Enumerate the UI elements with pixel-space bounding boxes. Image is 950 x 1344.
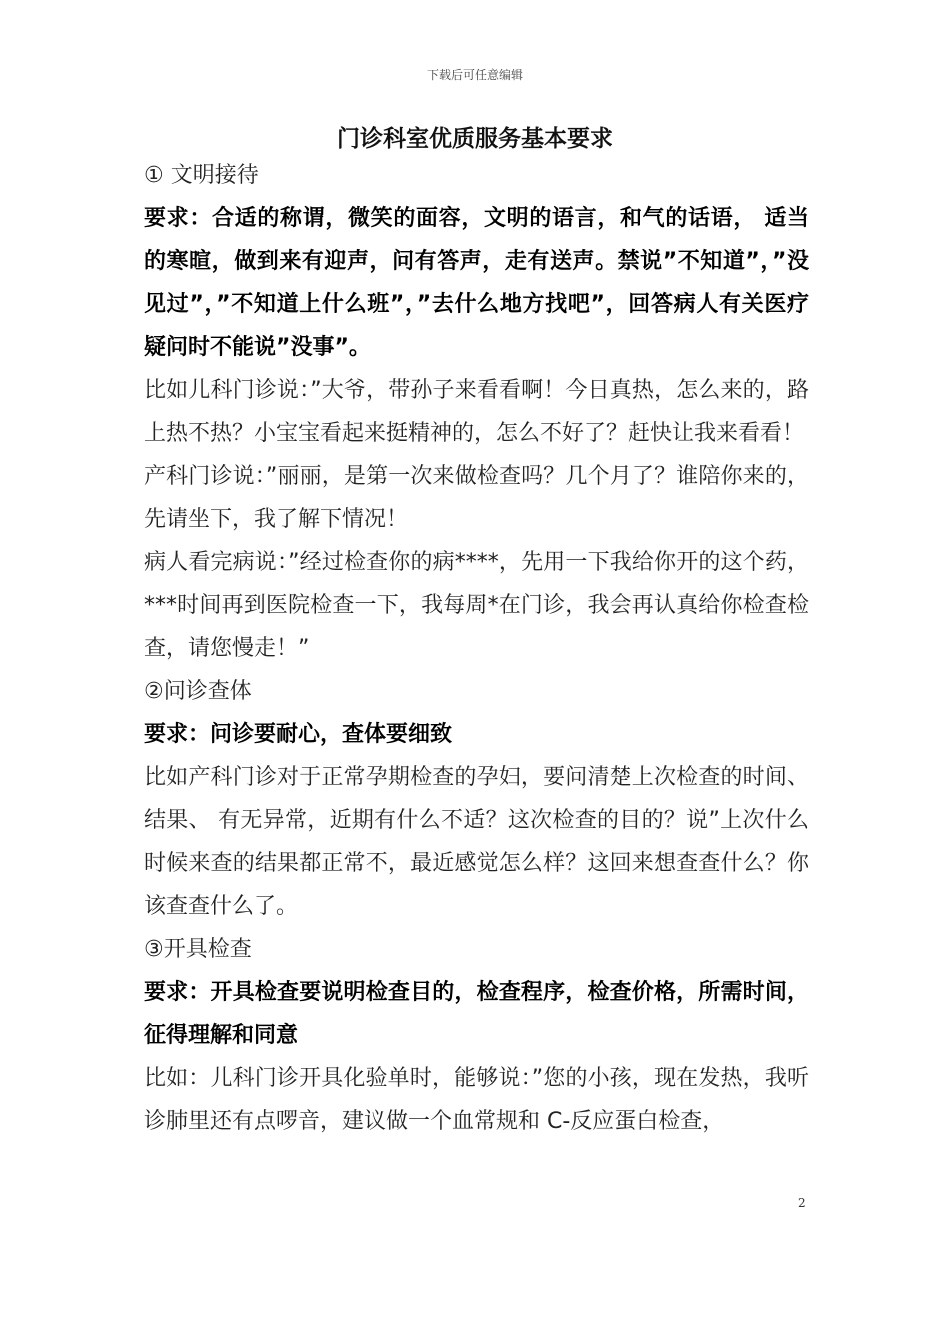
document-title: 门诊科室优质服务基本要求: [337, 126, 613, 152]
page-header-note: 下载后可任意编辑: [426, 68, 523, 82]
page-number: 2: [798, 1196, 806, 1210]
section-heading: ③开具检查: [144, 937, 252, 962]
section-requirement: 要求：问诊要耐心，查体要细致: [144, 722, 453, 747]
example-paragraph: 产科门诊说：”丽丽，是第一次来做检查吗？几个月了？谁陪你来的，先请坐下，我了解下情况！: [144, 464, 809, 532]
section-requirement: 要求：合适的称谓，微笑的面容，文明的语言，和气的话语， 适当的寒暄，做到来有迎声，问有答声，走有送声。禁说”不知道”，”没见过”，”不知道上什么班”，”去什么地方找吧”，回答病人有关医疗疑问时不能说”没事”。: [144, 206, 809, 360]
example-paragraph: 比如：儿科门诊开具化验单时，能够说：”您的小孩，现在发热，我听诊肺里还有点啰音，建议做一个血常规和 C-反应蛋白检查，: [144, 1066, 809, 1134]
section-heading: ① 文明接待: [144, 163, 259, 188]
section-heading: ②问诊查体: [144, 679, 252, 704]
example-paragraph: 比如儿科门诊说：”大爷，带孙子来看看啊！今日真热，怎么来的，路上热不热？小宝宝看起来挺精神的，怎么不好了？赶快让我来看看！: [144, 378, 809, 446]
section-requirement: 要求：开具检查要说明检查目的，检查程序，检查价格，所需时间，征得理解和同意: [144, 980, 809, 1048]
document-body: [144, 154, 809, 1143]
example-paragraph: 病人看完病说：”经过检查你的病****，先用一下我给你开的这个药，***时间再到医院检查一下，我每周*在门诊，我会再认真给你检查检查，请您慢走！”: [144, 550, 809, 661]
example-paragraph: 比如产科门诊对于正常孕期检查的孕妇，要问清楚上次检查的时间、 结果、 有无异常，近期有什么不适？这次检查的目的？说”上次什么时候来查的结果都正常不，最近感觉怎么样？这回来想查查什么？你该查查什么了。: [144, 765, 809, 919]
